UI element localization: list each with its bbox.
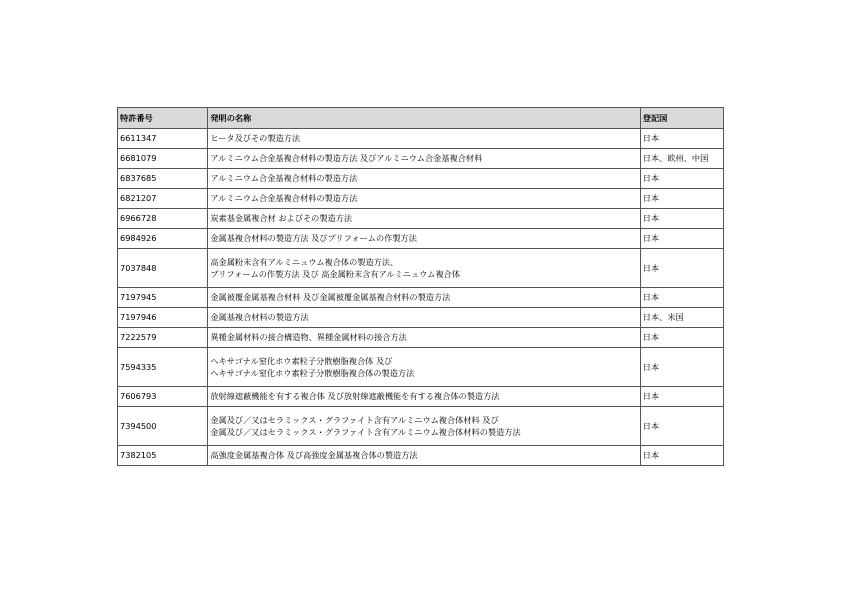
cell-patent-number: 6837685 <box>118 169 208 189</box>
title-line: アルミニウム合金基複合材料の製造方法 <box>210 173 358 184</box>
table-row <box>118 229 724 249</box>
cell-patent-number: 7594335 <box>118 348 208 387</box>
title-line: ヒータ及びその製造方法 <box>210 133 301 144</box>
table-row <box>118 407 724 446</box>
cell-registered-country: 日本 <box>640 446 723 466</box>
cell-invention-title <box>208 249 640 288</box>
header-invention-title: 発明の名称 <box>208 108 640 129</box>
cell-invention-title <box>208 229 640 249</box>
table-row <box>118 189 724 209</box>
cell-patent-number: 6681079 <box>118 149 208 169</box>
title-line: アルミニウム合金基複合材料の製造方法 及びアルミニウム合金基複合材料 <box>210 153 483 164</box>
cell-registered-country: 日本 <box>640 169 723 189</box>
cell-registered-country: 日本 <box>640 328 723 348</box>
cell-invention-title <box>208 129 640 149</box>
title-line: ヘキサゴナル窒化ホウ素粒子分散樹脂複合体の製造方法 <box>210 368 415 378</box>
cell-registered-country: 日本 <box>640 209 723 229</box>
table-row <box>118 446 724 466</box>
cell-invention-title <box>208 169 640 189</box>
cell-patent-number: 6821207 <box>118 189 208 209</box>
table-header <box>118 108 724 129</box>
cell-registered-country: 日本 <box>640 249 723 288</box>
cell-invention-title <box>208 407 640 446</box>
cell-registered-country: 日本 <box>640 229 723 249</box>
cell-invention-title <box>208 189 640 209</box>
table-row <box>118 328 724 348</box>
title-line: 金属基複合材料の製造方法 及びプリフォームの作製方法 <box>210 233 417 244</box>
cell-invention-title <box>208 149 640 169</box>
table-header-row <box>118 108 724 129</box>
table-row <box>118 149 724 169</box>
cell-patent-number: 7222579 <box>118 328 208 348</box>
cell-patent-number: 6984926 <box>118 229 208 249</box>
cell-invention-title <box>208 446 640 466</box>
title-line: 金属被覆金属基複合材料 及び金属被覆金属基複合材料の製造方法 <box>210 292 451 303</box>
cell-registered-country: 日本、欧州、中国 <box>640 149 723 169</box>
cell-registered-country: 日本 <box>640 387 723 407</box>
table-row <box>118 169 724 189</box>
header-registered-country: 登記国 <box>640 108 723 129</box>
table-row <box>118 249 724 288</box>
cell-invention-title <box>208 288 640 308</box>
table-row <box>118 209 724 229</box>
title-line: 高強度金属基複合体 及び高強度金属基複合体の製造方法 <box>210 450 418 461</box>
cell-invention-title <box>208 209 640 229</box>
cell-patent-number: 6966728 <box>118 209 208 229</box>
cell-patent-number: 6611347 <box>118 129 208 149</box>
title-line: 放射線遮蔽機能を有する複合体 及び放射線遮蔽機能を有する複合体の製造方法 <box>210 391 500 402</box>
table-row <box>118 129 724 149</box>
title-line: アルミニウム合金基複合材料の製造方法 <box>210 193 358 204</box>
header-patent-number: 特許番号 <box>118 108 208 129</box>
table-row <box>118 348 724 387</box>
cell-registered-country: 日本 <box>640 407 723 446</box>
title-line: ヘキサゴナル窒化ホウ素粒子分散樹脂複合体 及び <box>210 355 393 366</box>
table-row <box>118 387 724 407</box>
cell-registered-country: 日本 <box>640 288 723 308</box>
cell-patent-number: 7197945 <box>118 288 208 308</box>
cell-registered-country: 日本 <box>640 189 723 209</box>
title-line: 金属及び／又はセラミックス・グラファイト含有アルミニウム複合体材料の製造方法 <box>210 427 521 437</box>
cell-invention-title <box>208 328 640 348</box>
cell-invention-title <box>208 387 640 407</box>
title-line: 異種金属材料の接合構造物、異種金属材料の接合方法 <box>210 332 407 343</box>
cell-patent-number: 7382105 <box>118 446 208 466</box>
table-row <box>118 288 724 308</box>
cell-registered-country: 日本、米国 <box>640 308 723 328</box>
table-body <box>118 129 724 466</box>
cell-invention-title <box>208 348 640 387</box>
title-line: 高金属粉末含有アルミニュウム複合体の製造方法、 <box>210 256 399 267</box>
title-line: 金属基複合材料の製造方法 <box>210 312 309 323</box>
title-line: 金属及び／又はセラミックス・グラファイト含有アルミニウム複合体材料 及び <box>210 414 499 425</box>
cell-invention-title <box>208 308 640 328</box>
cell-registered-country: 日本 <box>640 129 723 149</box>
title-line: 炭素基金属複合材 およびその製造方法 <box>210 213 353 224</box>
cell-patent-number: 7394500 <box>118 407 208 446</box>
cell-patent-number: 7037848 <box>118 249 208 288</box>
table-row <box>118 308 724 328</box>
cell-patent-number: 7606793 <box>118 387 208 407</box>
cell-registered-country: 日本 <box>640 348 723 387</box>
title-line: プリフォームの作製方法 及び 高金属粉末含有アルミニュウム複合体 <box>210 269 461 279</box>
cell-patent-number: 7197946 <box>118 308 208 328</box>
patent-table <box>117 107 724 466</box>
